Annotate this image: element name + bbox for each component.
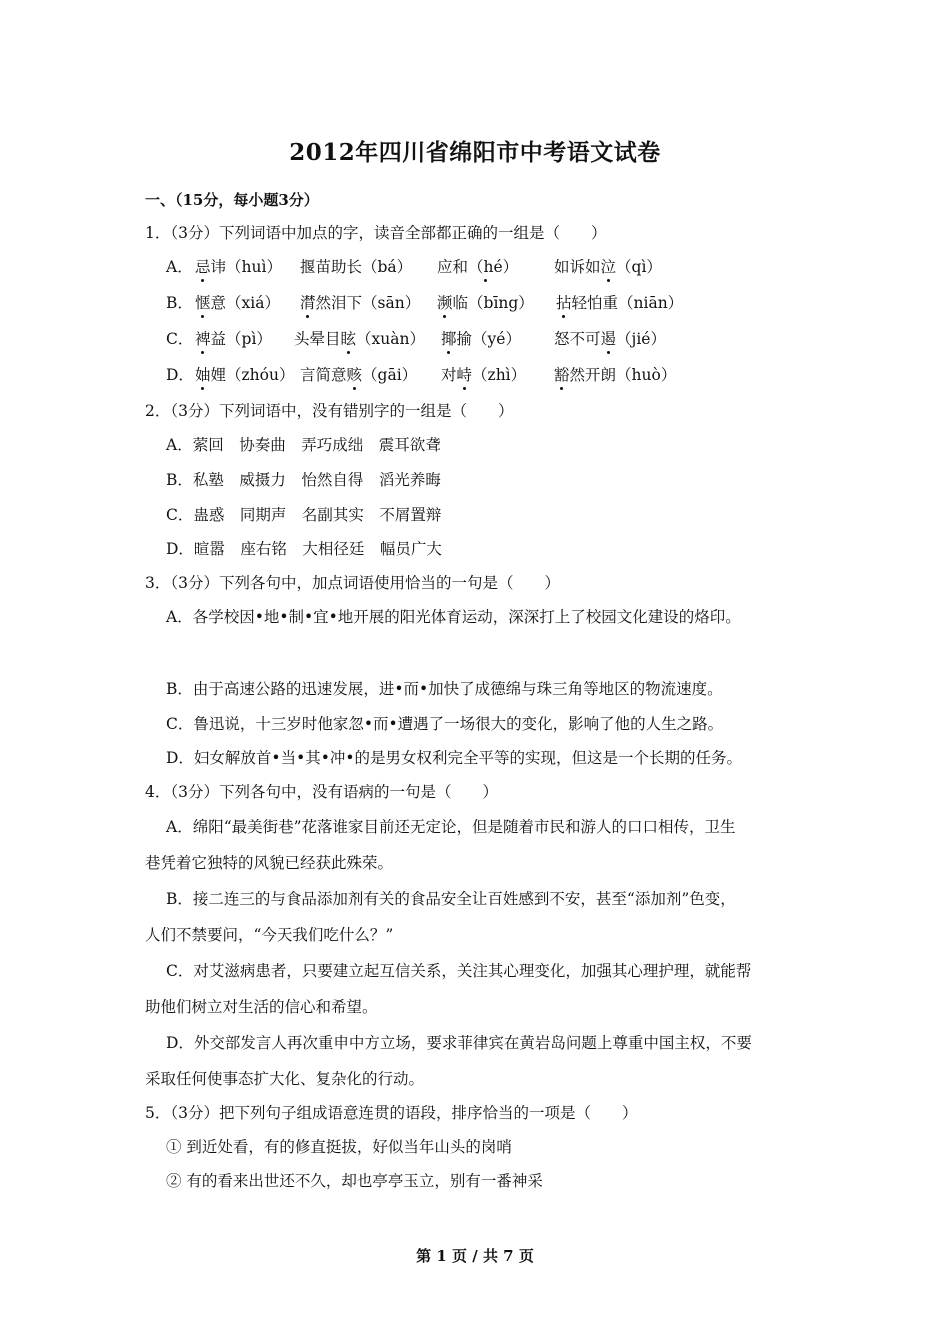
option-label: C． (166, 330, 194, 348)
dotted-char: 豁 (554, 366, 570, 384)
word-text: 言简意 (300, 366, 347, 384)
word-text: 头晕目 (294, 330, 341, 348)
dotted-char: 峙 (456, 366, 473, 384)
dotted-char: 惬 (195, 294, 211, 312)
option-word (300, 293, 420, 313)
question-3-option-a: A．各学校因•地•制•宜•地开展的阳光体育运动，深深打上了校园文化建设的烙印。 (166, 608, 741, 626)
option-label: A． (166, 258, 193, 276)
word-text: （gāi） (362, 366, 418, 384)
dotted-char: 眩 (340, 330, 357, 348)
question-4-option-a: A．绵阳“最美街巷”花落谁家目前还无定论，但是随着市民和游人的口口相传，卫生 (166, 818, 736, 836)
word-text: 揄（yé） (456, 330, 521, 348)
dotted-char: 揶 (441, 330, 457, 348)
word-text: 怒不可 (554, 330, 601, 348)
word-text: 益（pì） (210, 330, 272, 348)
word-text: 娌（zhóu） (210, 366, 295, 384)
dotted-char: 和（hé） (452, 258, 519, 276)
question-4-option-b: B．接二连三的与食品添加剂有关的食品安全让百姓感到不安，甚至“添加剂”色变， (166, 890, 736, 908)
question-1-stem: 1．（3分）下列词语中加点的字，读音全部都正确的一组是（ ） (145, 224, 607, 242)
option-word (437, 293, 534, 313)
option-word (554, 365, 676, 385)
dotted-char: 赅 (346, 366, 363, 384)
word-text: 然泪下（sān） (315, 294, 421, 312)
dotted-char: 泣 (600, 258, 617, 276)
option-word: 揠苗助长（bá） (300, 258, 413, 276)
question-4-option-d-continued: 采取任何使事态扩大化、复杂化的行动。 (145, 1070, 425, 1088)
question-2-option-b: B．私塾 威摄力 怡然自得 滔光养晦 (166, 471, 441, 489)
word-text: 临（bīng） (452, 294, 534, 312)
question-2-stem: 2．（3分）下列词语中，没有错别字的一组是（ ） (145, 402, 514, 420)
option-word (554, 329, 666, 349)
option-word (441, 329, 521, 349)
question-4-option-c-continued: 助他们树立对生活的信心和希望。 (145, 998, 378, 1016)
question-4-option-c: C．对艾滋病患者，只要建立起互信关系，关注其心理变化，加强其心理护理，就能帮 (166, 962, 752, 980)
word-text: 讳（huì） (210, 258, 282, 276)
question-2-option-a: A．萦回 协奏曲 弄巧成绌 震耳欲聋 (166, 436, 441, 454)
option-word (441, 365, 526, 385)
word-text: （qì） (616, 258, 662, 276)
dotted-char: 拈 (556, 294, 572, 312)
word-text: 然开朗（huò） (569, 366, 677, 384)
option-word (195, 257, 282, 277)
page-footer: 第 1 页 / 共 7 页 (416, 1247, 534, 1265)
question-5-stem: 5．（3分）把下列句子组成语意连贯的语段，排序恰当的一项是（ ） (145, 1104, 638, 1122)
word-text: 对 (441, 366, 457, 384)
page-title: 2012年四川省绵阳市中考语文试卷 (289, 139, 661, 166)
dotted-char: 裨 (195, 330, 211, 348)
dotted-char: 濒 (437, 294, 453, 312)
option-label: B． (166, 294, 193, 312)
word-text: （jié） (616, 330, 666, 348)
question-4-option-b-continued: 人们不禁要问，“今天我们吃什么？” (145, 926, 394, 944)
question-3-option-d: D．妇女解放首•当•其•冲•的是男女权利完全平等的实现，但这是一个长期的任务。 (166, 749, 743, 767)
word-text: 意（xiá） (210, 294, 280, 312)
word-text: （xuàn） (356, 330, 425, 348)
option-word (294, 329, 425, 349)
question-3-stem: 3．（3分）下列各句中，加点词语使用恰当的一句是（ ） (145, 574, 560, 592)
question-5-sentence-2: ② 有的看来出世还不久，却也亭亭玉立，别有一番神采 (166, 1172, 543, 1190)
option-word (300, 365, 417, 385)
option-word (556, 293, 683, 313)
option-word (554, 257, 662, 277)
word-text: 轻怕重（niān） (571, 294, 684, 312)
question-3-option-b: B．由于高速公路的迅速发展，进•而•加快了成德绵与珠三角等地区的物流速度。 (166, 680, 723, 698)
question-4-option-a-continued: 巷凭着它独特的风貌已经获此殊荣。 (145, 854, 394, 872)
question-5-sentence-1: ① 到近处看，有的修直挺拔，好似当年山头的岗哨 (166, 1138, 512, 1156)
option-word (195, 365, 294, 385)
option-label: D． (166, 366, 194, 384)
question-4-stem: 4．（3分）下列各句中，没有语病的一句是（ ） (145, 783, 498, 801)
word-text: 如诉如 (554, 258, 601, 276)
question-3-option-c: C．鲁迅说，十三岁时他家忽•而•遭遇了一场很大的变化，影响了他的人生之路。 (166, 715, 724, 733)
word-text: （zhì） (472, 366, 527, 384)
dotted-char: 遏 (600, 330, 617, 348)
question-2-option-d: D．暄嚣 座右铭 大相径廷 幅员广大 (166, 540, 442, 558)
question-4-option-d: D．外交部发言人再次重申中方立场，要求菲律宾在黄岩岛问题上尊重中国主权，不要 (166, 1034, 752, 1052)
dotted-char: 忌 (195, 258, 211, 276)
question-2-option-c: C．蛊惑 同期声 名副其实 不屑置辩 (166, 506, 442, 524)
option-word (195, 329, 272, 349)
option-word (195, 293, 280, 313)
option-word (437, 257, 518, 277)
section-heading: 一、（15分，每小题3分） (145, 191, 319, 209)
word-text: 应 (437, 258, 453, 276)
dotted-char: 妯 (195, 366, 211, 384)
dotted-char: 潸 (300, 294, 316, 312)
